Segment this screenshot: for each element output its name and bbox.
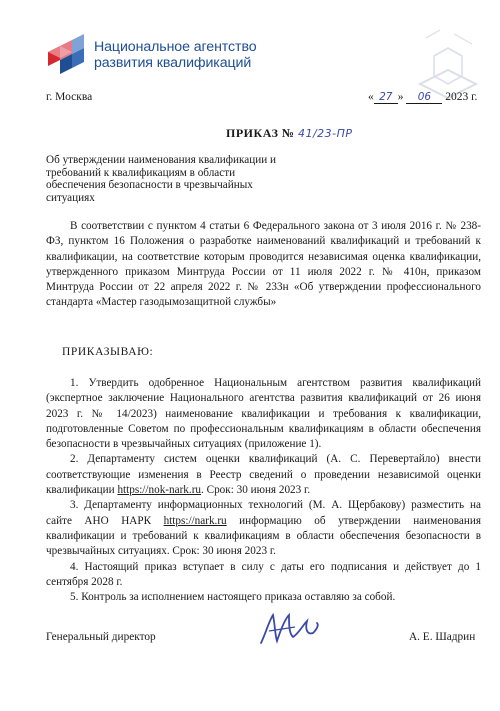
order-item-5: 5. Контроль за исполнением настоящего приказа оставляю за собой. (70, 591, 396, 604)
org-name-line2: развития квалификаций (94, 55, 252, 71)
preamble-paragraph: В соответствии с пунктом 4 статьи 6 Федерального закона от 3 июля 2016 г. № 238-ФЗ, пунктом 16 Положения о разработке наименований квалификаций и требований к квалификации, на соответствие которым проводится независимая оценка квалификации, утвержденного приказом Минтруда России от 11 июля 2022 г. № 410н, приказом Минтруда России от 22 апреля 2022 г. № 233н «Об утверждении профессионального стандарта «Мастер газодымозащитной службы» (46, 220, 481, 309)
document-date (368, 91, 477, 104)
order-items (46, 376, 481, 605)
nark-link[interactable]: https://nark.ru (163, 514, 227, 527)
document-title (226, 126, 353, 141)
order-item-4: 4. Настоящий приказ вступает в силу с даты его подписания и действует до 1 сентября 2028 г. (46, 560, 481, 588)
organization-name (94, 39, 257, 71)
date-day: 27 (374, 91, 398, 104)
order-number: 41/23-ПР (297, 127, 353, 140)
document-subject: Об утверждении наименования квалификации и требований к квалификациям в области обеспечения безопасности в чрезвычайных ситуациях (46, 154, 276, 204)
signer-position: Генеральный директор (46, 631, 156, 643)
city-label: г. Москва (46, 91, 93, 103)
date-year: 2023 г. (445, 91, 478, 103)
date-quote-open: « (368, 91, 374, 103)
handwritten-signature (255, 607, 325, 651)
date-quote-close: » (397, 91, 404, 103)
signer-name: А. Е. Шадрин (409, 631, 476, 643)
order-item-1: 1. Утвердить одобренное Национальным агентством развития квалификаций (экспертное заключение Национального агентства развития квалификаций от 26 июня 2023 г. № 14/2023) наименование квалификации и требования к квалификации, подготовленные Советом по профессиональным квалификациям в области обеспечения безопасности в чрезвычайных ситуациях (приложение 1). (46, 377, 481, 451)
order-item-3: 3. Департаменту информационных технологий (М. А. Щербакову) разместить на сайте АНО НАРК https://nark.ru информацию об утверждении наименования квалификации и требований к квалификациям в области обеспечения безопасности в чрезвычайных ситуациях. Срок: 30 июня 2023 г. (46, 499, 481, 558)
order-item-2: 2. Департаменту систем оценки квалификаций (А. С. Перевертайло) внести соответствующие изменения в Реестр сведений о проведении независимой оценки квалификации https://nok-nark.ru. Срок: 30 июня 2023 г. (46, 453, 481, 497)
org-name-line1: Национальное агентство (94, 39, 257, 55)
title-label: ПРИКАЗ № (226, 126, 295, 140)
date-month: 06 (406, 91, 442, 104)
nark-logo-icon (44, 30, 90, 76)
order-word: ПРИКАЗЫВАЮ: (62, 346, 154, 358)
nok-nark-link[interactable]: https://nok-nark.ru (117, 484, 202, 497)
